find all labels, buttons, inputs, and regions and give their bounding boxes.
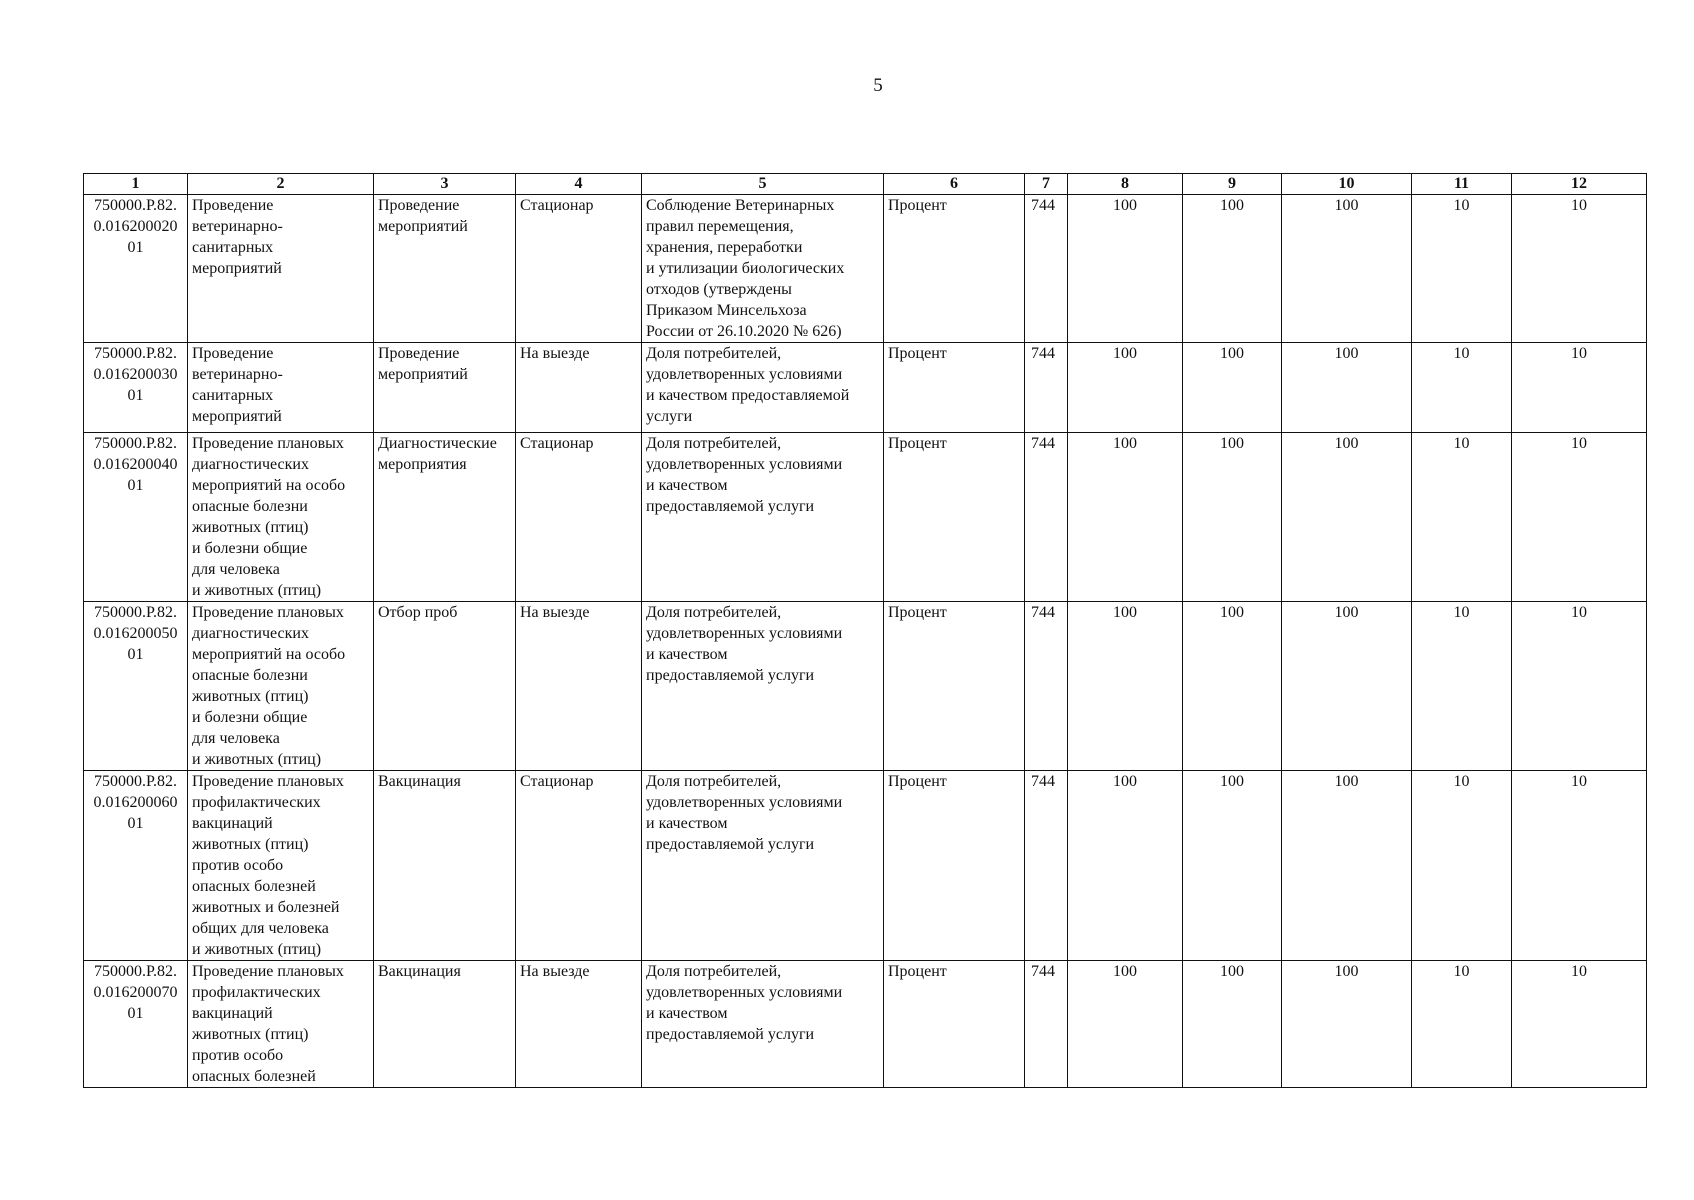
value-col-11: 10: [1412, 771, 1512, 961]
unit-cell: Процент: [884, 771, 1025, 961]
col-header-11: 11: [1412, 174, 1512, 195]
value-col-9: 100: [1183, 195, 1282, 343]
service-content-cell: Проведение мероприятий: [374, 343, 516, 433]
registry-code-cell: 750000.Р.82. 0.016200030 01: [84, 343, 188, 433]
value-col-12: 10: [1512, 961, 1647, 1088]
value-col-10: 100: [1282, 343, 1412, 433]
col-header-2: 2: [188, 174, 374, 195]
indicator-name-cell: Доля потребителей, удовлетворенных условиями и качеством предоставляемой услуги: [642, 602, 884, 771]
col-header-12: 12: [1512, 174, 1647, 195]
okei-code-cell: 744: [1025, 343, 1068, 433]
value-col-8: 100: [1068, 602, 1183, 771]
value-col-12: 10: [1512, 602, 1647, 771]
indicator-name-cell: Доля потребителей, удовлетворенных условиями и качеством предоставляемой услуги: [642, 343, 884, 433]
value-col-12: 10: [1512, 433, 1647, 602]
value-col-9: 100: [1183, 771, 1282, 961]
unit-cell: Процент: [884, 961, 1025, 1088]
value-col-10: 100: [1282, 195, 1412, 343]
value-col-11: 10: [1412, 195, 1512, 343]
okei-code-cell: 744: [1025, 195, 1068, 343]
col-header-3: 3: [374, 174, 516, 195]
value-col-10: 100: [1282, 771, 1412, 961]
service-name-cell: Проведение плановых профилактических вакцинаций животных (птиц) против особо опасных болезней животных и болезней общих для человека и животных (птиц): [188, 771, 374, 961]
service-indicators-table: [83, 173, 1647, 1088]
registry-code-cell: 750000.Р.82. 0.016200040 01: [84, 433, 188, 602]
table-row: [84, 433, 1647, 602]
service-form-cell: Стационар: [516, 195, 642, 343]
col-header-10: 10: [1282, 174, 1412, 195]
service-name-cell: Проведение плановых диагностических мероприятий на особо опасные болезни животных (птиц) и болезни общие для человека и животных (птиц): [188, 602, 374, 771]
service-form-cell: Стационар: [516, 433, 642, 602]
table-row: [84, 195, 1647, 343]
registry-code-cell: 750000.Р.82. 0.016200050 01: [84, 602, 188, 771]
value-col-11: 10: [1412, 343, 1512, 433]
value-col-8: 100: [1068, 771, 1183, 961]
service-content-cell: Проведение мероприятий: [374, 195, 516, 343]
value-col-9: 100: [1183, 961, 1282, 1088]
table-row: [84, 961, 1647, 1088]
value-col-8: 100: [1068, 195, 1183, 343]
table-row: [84, 602, 1647, 771]
indicator-name-cell: Соблюдение Ветеринарных правил перемещения, хранения, переработки и утилизации биологических отходов (утверждены Приказом Минсельхоза России от 26.10.2020 № 626): [642, 195, 884, 343]
value-col-11: 10: [1412, 602, 1512, 771]
col-header-4: 4: [516, 174, 642, 195]
value-col-9: 100: [1183, 433, 1282, 602]
service-form-cell: На выезде: [516, 602, 642, 771]
value-col-10: 100: [1282, 961, 1412, 1088]
value-col-12: 10: [1512, 771, 1647, 961]
value-col-8: 100: [1068, 343, 1183, 433]
indicator-name-cell: Доля потребителей, удовлетворенных условиями и качеством предоставляемой услуги: [642, 771, 884, 961]
service-form-cell: Стационар: [516, 771, 642, 961]
value-col-11: 10: [1412, 961, 1512, 1088]
service-name-cell: Проведение ветеринарно- санитарных мероприятий: [188, 195, 374, 343]
okei-code-cell: 744: [1025, 602, 1068, 771]
value-col-10: 100: [1282, 433, 1412, 602]
value-col-9: 100: [1183, 343, 1282, 433]
col-header-8: 8: [1068, 174, 1183, 195]
service-content-cell: Диагностические мероприятия: [374, 433, 516, 602]
unit-cell: Процент: [884, 343, 1025, 433]
service-form-cell: На выезде: [516, 343, 642, 433]
registry-code-cell: 750000.Р.82. 0.016200070 01: [84, 961, 188, 1088]
col-header-5: 5: [642, 174, 884, 195]
header-row: [84, 174, 1647, 195]
registry-code-cell: 750000.Р.82. 0.016200060 01: [84, 771, 188, 961]
value-col-9: 100: [1183, 602, 1282, 771]
registry-code-cell: 750000.Р.82. 0.016200020 01: [84, 195, 188, 343]
col-header-7: 7: [1025, 174, 1068, 195]
table-row: [84, 771, 1647, 961]
service-form-cell: На выезде: [516, 961, 642, 1088]
unit-cell: Процент: [884, 433, 1025, 602]
value-col-11: 10: [1412, 433, 1512, 602]
unit-cell: Процент: [884, 602, 1025, 771]
col-header-6: 6: [884, 174, 1025, 195]
okei-code-cell: 744: [1025, 771, 1068, 961]
okei-code-cell: 744: [1025, 961, 1068, 1088]
value-col-8: 100: [1068, 433, 1183, 602]
service-name-cell: Проведение ветеринарно- санитарных мероприятий: [188, 343, 374, 433]
service-content-cell: Вакцинация: [374, 961, 516, 1088]
value-col-12: 10: [1512, 343, 1647, 433]
indicator-name-cell: Доля потребителей, удовлетворенных условиями и качеством предоставляемой услуги: [642, 433, 884, 602]
value-col-10: 100: [1282, 602, 1412, 771]
okei-code-cell: 744: [1025, 433, 1068, 602]
value-col-8: 100: [1068, 961, 1183, 1088]
service-name-cell: Проведение плановых профилактических вакцинаций животных (птиц) против особо опасных болезней: [188, 961, 374, 1088]
indicator-name-cell: Доля потребителей, удовлетворенных условиями и качеством предоставляемой услуги: [642, 961, 884, 1088]
value-col-12: 10: [1512, 195, 1647, 343]
service-content-cell: Вакцинация: [374, 771, 516, 961]
service-content-cell: Отбор проб: [374, 602, 516, 771]
col-header-9: 9: [1183, 174, 1282, 195]
page-number: 5: [873, 75, 883, 96]
service-name-cell: Проведение плановых диагностических мероприятий на особо опасные болезни животных (птиц) и болезни общие для человека и животных (птиц): [188, 433, 374, 602]
col-header-1: 1: [84, 174, 188, 195]
table-row: [84, 343, 1647, 433]
unit-cell: Процент: [884, 195, 1025, 343]
